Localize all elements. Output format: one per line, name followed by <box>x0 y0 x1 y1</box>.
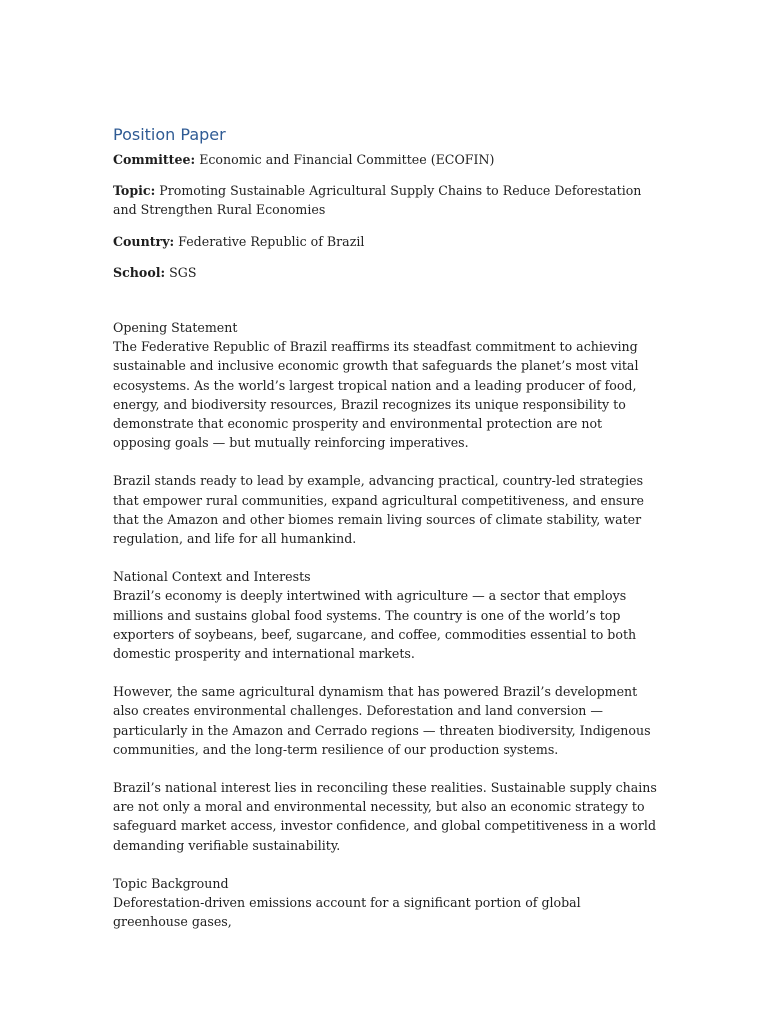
topic-value: Promoting Sustainable Agricultural Supply Chains to Reduce Deforestation and Strengthen Rural Economies <box>113 183 642 218</box>
country-value: Federative Republic of Brazil <box>178 233 365 249</box>
paragraph: Brazil’s national interest lies in reconciling these realities. Sustainable supply chains are not only a moral and environmental necessity, but also an economic strategy to safeguard market access, investor confidence, and global competitiveness in a world demanding verifiable sustainability. <box>113 780 657 853</box>
school-line <box>113 263 658 282</box>
committee-value: Economic and Financial Committee (ECOFIN) <box>199 152 495 167</box>
school-value: SGS <box>169 264 197 280</box>
paragraph: The Federative Republic of Brazil reaffirms its steadfast commitment to achieving sustainable and inclusive economic growth that safeguards the planet’s most vital ecosystems. As the world’s largest tropical nation and a leading producer of food, energy, and biodiversity resources, Brazil recognizes its unique responsibility to demonstrate that economic prosperity and environmental protection are not opposing goals — but mutually reinforcing imperatives. <box>113 339 639 451</box>
paragraph: Brazil’s economy is deeply intertwined with agriculture — a sector that employs millions and sustains global food systems. The country is one of the world’s top exporters of soybeans, beef, sugarcane, and coffee, commodities essential to both domestic prosperity and international markets. <box>113 588 637 662</box>
section-heading-opening: Opening Statement <box>113 320 238 336</box>
paragraph: However, the same agricultural dynamism that has powered Brazil’s development also creates environmental challenges. Deforestation and land conversion — particularly in the Amazon and Cerrado regions — threaten biodiversity, Indigenous communities, and the long-term resilience of our production systems. <box>113 684 651 757</box>
document-page <box>113 124 658 951</box>
spacer <box>113 294 658 318</box>
paragraph: Deforestation-driven emissions account for a significant portion of global greenhouse gases, <box>113 895 581 930</box>
country-label: Country: <box>113 233 175 249</box>
section-heading-topic-background: Topic Background <box>113 875 229 891</box>
document-title: Position Paper <box>113 125 226 144</box>
paragraph: Brazil stands ready to lead by example, advancing practical, country-led strategies that empower rural communities, expand agricultural competitiveness, and ensure that the Amazon and other biomes remain living sources of climate stability, water regulation, and life for all humankind. <box>113 473 644 547</box>
committee-label: Committee: <box>113 152 196 167</box>
section-heading-national-context: National Context and Interests <box>113 569 311 585</box>
country-line <box>113 232 658 251</box>
topic-line <box>113 181 658 219</box>
school-label: School: <box>113 264 166 280</box>
topic-label: Topic: <box>113 183 156 199</box>
committee-line <box>113 150 658 169</box>
